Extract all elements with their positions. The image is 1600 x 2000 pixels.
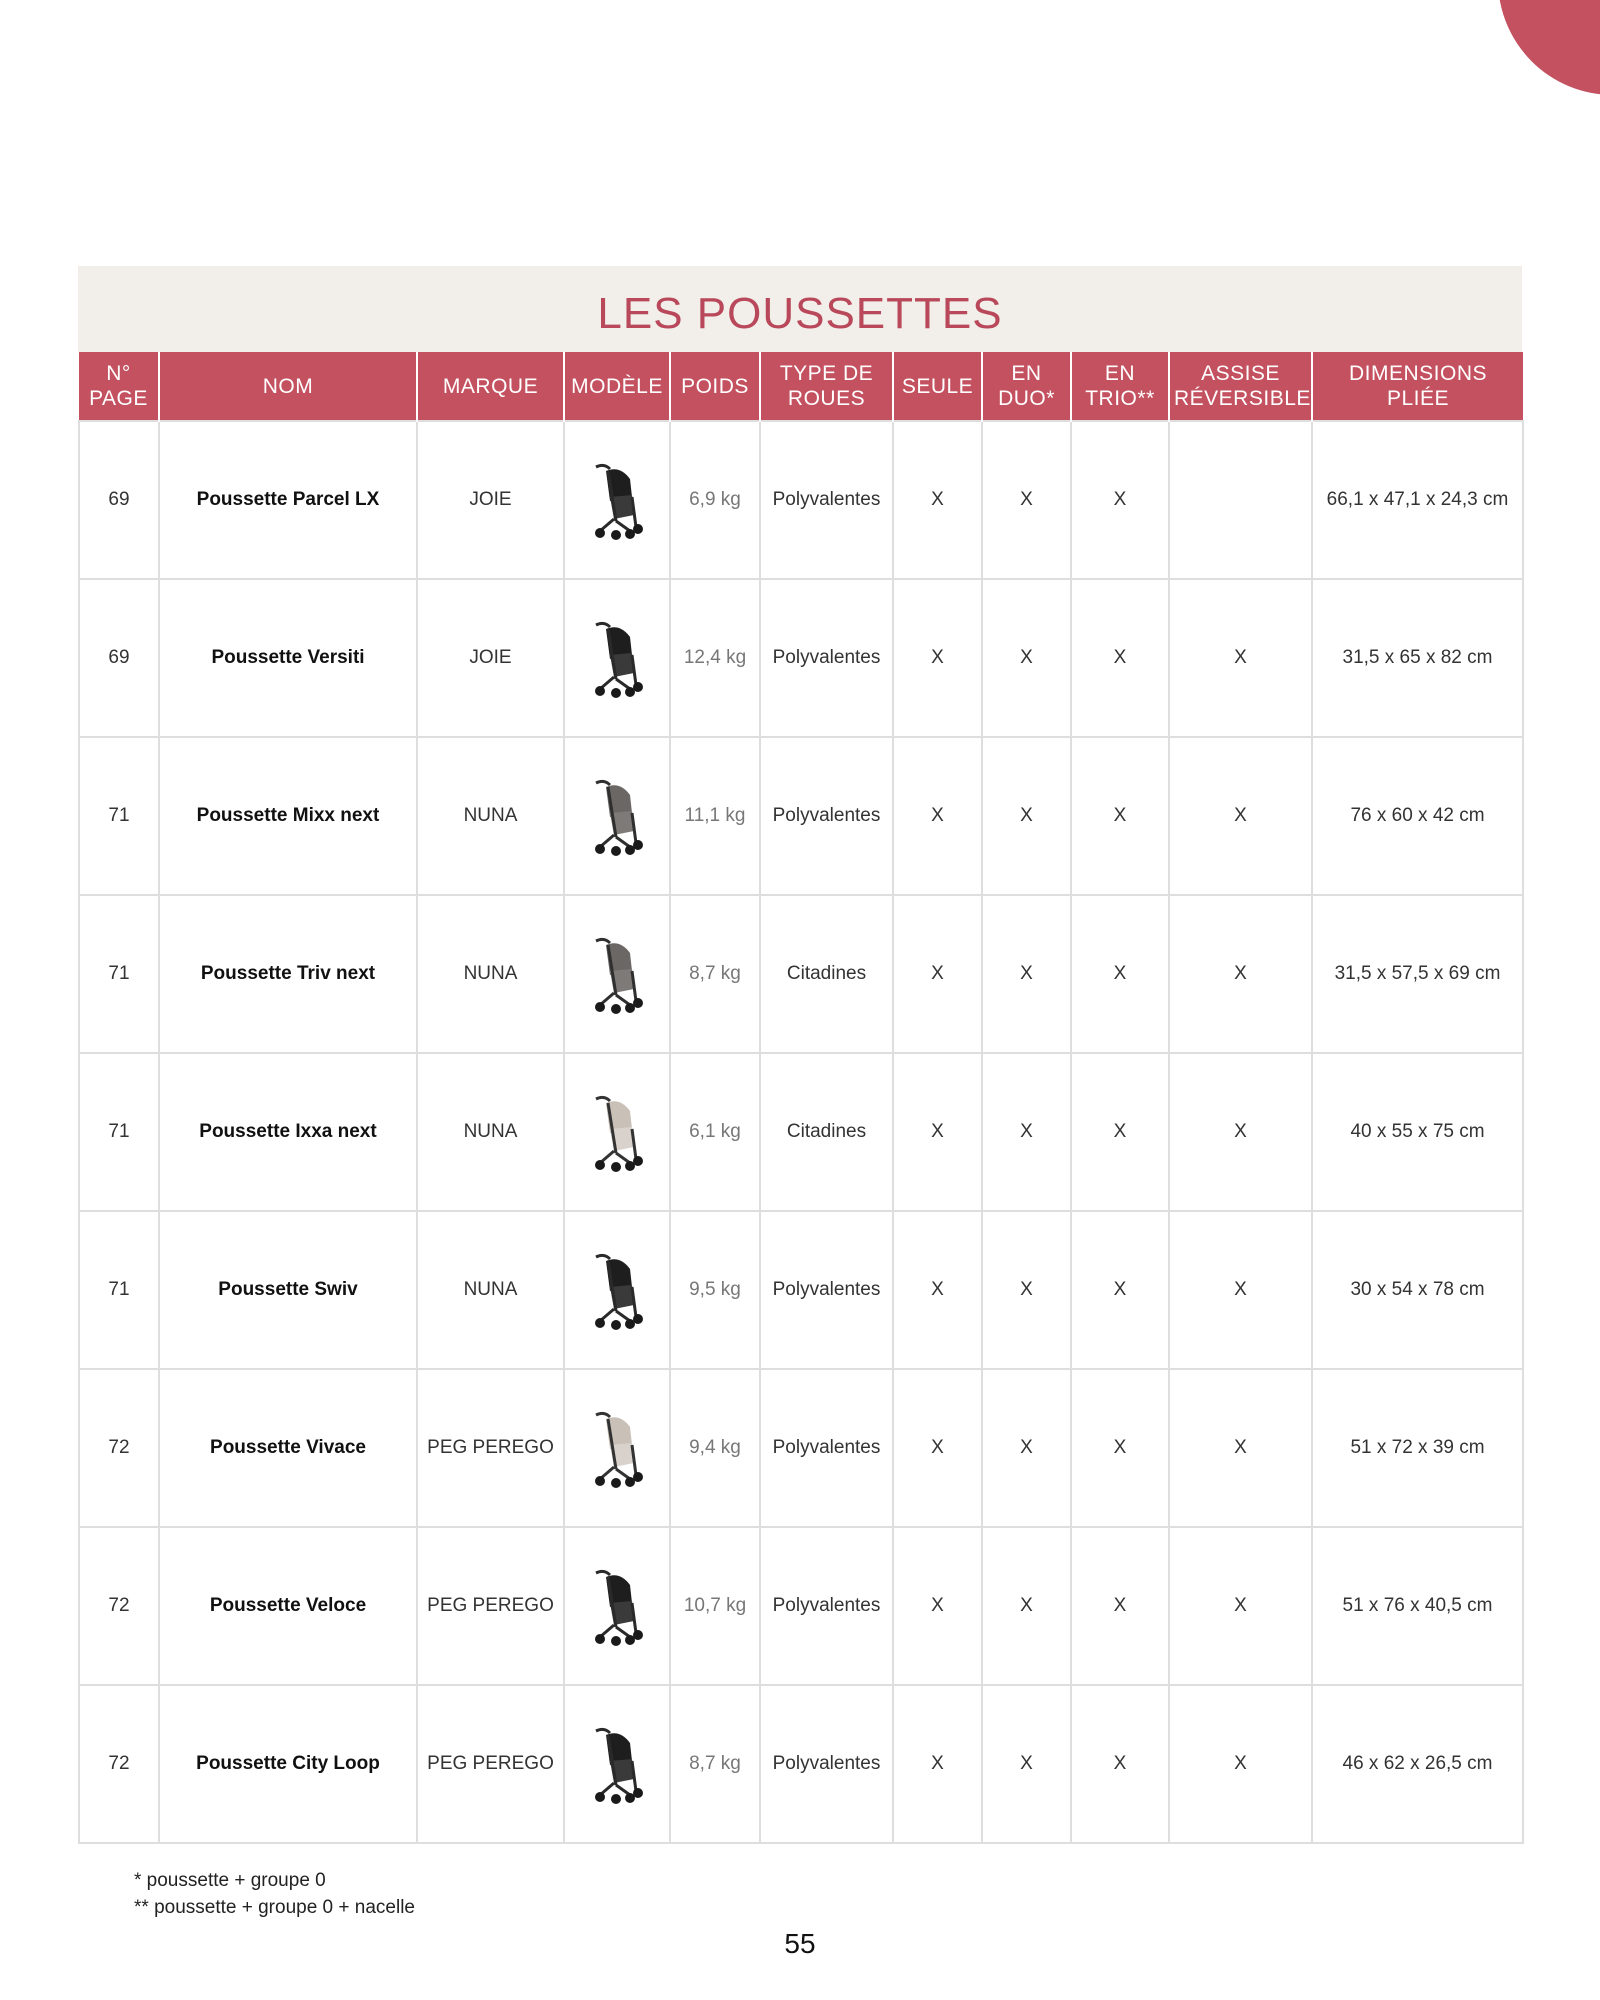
- table-row: [79, 895, 1523, 1053]
- cell-seule: X: [893, 1527, 982, 1685]
- cell-page: 72: [79, 1527, 159, 1685]
- cell-marque: PEG PEREGO: [417, 1685, 564, 1843]
- cell-seule: X: [893, 1369, 982, 1527]
- cell-nom: Poussette Triv next: [159, 895, 417, 1053]
- cell-trio: X: [1071, 737, 1169, 895]
- cell-roues: Citadines: [760, 1053, 893, 1211]
- cell-assise: X: [1169, 1685, 1312, 1843]
- table-row: [79, 1685, 1523, 1843]
- stroller-dark-image: [569, 615, 665, 701]
- cell-dimensions: 51 x 76 x 40,5 cm: [1312, 1527, 1523, 1685]
- decorative-corner-circle: [1498, 0, 1600, 95]
- cell-dimensions: 30 x 54 x 78 cm: [1312, 1211, 1523, 1369]
- cell-duo: X: [982, 1369, 1071, 1527]
- table-row: [79, 421, 1523, 579]
- stroller-light-image: [569, 1405, 665, 1491]
- cell-marque: NUNA: [417, 895, 564, 1053]
- table-title: LES POUSSETTES: [597, 289, 1003, 338]
- cell-trio: X: [1071, 1527, 1169, 1685]
- cell-duo: X: [982, 737, 1071, 895]
- table-row: [79, 579, 1523, 737]
- cell-poids: 6,1 kg: [670, 1053, 760, 1211]
- cell-assise: X: [1169, 1527, 1312, 1685]
- cell-modele: [564, 421, 670, 579]
- cell-dimensions: 31,5 x 65 x 82 cm: [1312, 579, 1523, 737]
- table-row: [79, 1053, 1523, 1211]
- cell-assise: X: [1169, 737, 1312, 895]
- cell-trio: X: [1071, 1211, 1169, 1369]
- cell-marque: PEG PEREGO: [417, 1369, 564, 1527]
- cell-seule: X: [893, 1685, 982, 1843]
- stroller-dark-image: [569, 457, 665, 543]
- cell-roues: Polyvalentes: [760, 1369, 893, 1527]
- cell-nom: Poussette Veloce: [159, 1527, 417, 1685]
- cell-modele: [564, 1685, 670, 1843]
- cell-marque: NUNA: [417, 1211, 564, 1369]
- header-row: [79, 352, 1523, 421]
- table-header: [79, 352, 1523, 421]
- cell-roues: Polyvalentes: [760, 1211, 893, 1369]
- header-assise: ASSISE RÉVERSIBLE: [1169, 352, 1312, 421]
- cell-assise: X: [1169, 1211, 1312, 1369]
- cell-duo: X: [982, 1211, 1071, 1369]
- cell-trio: X: [1071, 895, 1169, 1053]
- header-trio: EN TRIO**: [1071, 352, 1169, 421]
- stroller-dark-image: [569, 1247, 665, 1333]
- cell-marque: JOIE: [417, 421, 564, 579]
- cell-modele: [564, 1527, 670, 1685]
- cell-marque: NUNA: [417, 737, 564, 895]
- cell-modele: [564, 579, 670, 737]
- header-dimensions: DIMENSIONS PLIÉE: [1312, 352, 1523, 421]
- cell-assise: X: [1169, 579, 1312, 737]
- cell-page: 71: [79, 737, 159, 895]
- cell-dimensions: 40 x 55 x 75 cm: [1312, 1053, 1523, 1211]
- cell-nom: Poussette Ixxa next: [159, 1053, 417, 1211]
- cell-seule: X: [893, 1053, 982, 1211]
- cell-poids: 11,1 kg: [670, 737, 760, 895]
- cell-page: 69: [79, 579, 159, 737]
- cell-roues: Polyvalentes: [760, 1527, 893, 1685]
- stroller-dark-image: [569, 1721, 665, 1807]
- cell-seule: X: [893, 737, 982, 895]
- cell-dimensions: 46 x 62 x 26,5 cm: [1312, 1685, 1523, 1843]
- cell-poids: 10,7 kg: [670, 1527, 760, 1685]
- table-row: [79, 1527, 1523, 1685]
- cell-page: 72: [79, 1369, 159, 1527]
- cell-poids: 8,7 kg: [670, 895, 760, 1053]
- cell-assise: X: [1169, 1369, 1312, 1527]
- cell-duo: X: [982, 1527, 1071, 1685]
- stroller-dark-image: [569, 1563, 665, 1649]
- cell-duo: X: [982, 579, 1071, 737]
- cell-roues: Polyvalentes: [760, 421, 893, 579]
- page-number: 55: [784, 1928, 816, 1959]
- cell-roues: Polyvalentes: [760, 579, 893, 737]
- header-page: N° PAGE: [79, 352, 159, 421]
- table-row: [79, 1369, 1523, 1527]
- cell-duo: X: [982, 895, 1071, 1053]
- table-row: [79, 1211, 1523, 1369]
- cell-modele: [564, 1053, 670, 1211]
- cell-nom: Poussette Vivace: [159, 1369, 417, 1527]
- cell-assise: X: [1169, 1053, 1312, 1211]
- footnote-duo: * poussette + groupe 0: [134, 1870, 326, 1891]
- comparison-table: [78, 352, 1524, 1844]
- cell-assise: [1169, 421, 1312, 579]
- stroller-grey-image: [569, 773, 665, 859]
- cell-modele: [564, 895, 670, 1053]
- cell-trio: X: [1071, 1685, 1169, 1843]
- cell-seule: X: [893, 421, 982, 579]
- footnote-trio: ** poussette + groupe 0 + nacelle: [134, 1897, 415, 1918]
- cell-trio: X: [1071, 579, 1169, 737]
- header-duo: EN DUO*: [982, 352, 1071, 421]
- footnotes: [134, 1867, 415, 1921]
- cell-seule: X: [893, 579, 982, 737]
- cell-page: 72: [79, 1685, 159, 1843]
- cell-duo: X: [982, 421, 1071, 579]
- header-poids: POIDS: [670, 352, 760, 421]
- cell-dimensions: 76 x 60 x 42 cm: [1312, 737, 1523, 895]
- cell-poids: 12,4 kg: [670, 579, 760, 737]
- cell-roues: Citadines: [760, 895, 893, 1053]
- cell-poids: 6,9 kg: [670, 421, 760, 579]
- cell-nom: Poussette Parcel LX: [159, 421, 417, 579]
- stroller-grey-image: [569, 931, 665, 1017]
- cell-seule: X: [893, 1211, 982, 1369]
- cell-assise: X: [1169, 895, 1312, 1053]
- cell-nom: Poussette City Loop: [159, 1685, 417, 1843]
- cell-duo: X: [982, 1053, 1071, 1211]
- cell-dimensions: 31,5 x 57,5 x 69 cm: [1312, 895, 1523, 1053]
- cell-nom: Poussette Versiti: [159, 579, 417, 737]
- cell-nom: Poussette Swiv: [159, 1211, 417, 1369]
- cell-poids: 8,7 kg: [670, 1685, 760, 1843]
- cell-roues: Polyvalentes: [760, 1685, 893, 1843]
- cell-duo: X: [982, 1685, 1071, 1843]
- cell-marque: NUNA: [417, 1053, 564, 1211]
- cell-marque: PEG PEREGO: [417, 1527, 564, 1685]
- cell-dimensions: 66,1 x 47,1 x 24,3 cm: [1312, 421, 1523, 579]
- strollers-comparison-table: [78, 266, 1522, 1844]
- header-modele: MODÈLE: [564, 352, 670, 421]
- cell-poids: 9,4 kg: [670, 1369, 760, 1527]
- stroller-light-image: [569, 1089, 665, 1175]
- cell-page: 69: [79, 421, 159, 579]
- header-roues: TYPE DE ROUES: [760, 352, 893, 421]
- table-body: [79, 421, 1523, 1843]
- cell-trio: X: [1071, 1369, 1169, 1527]
- header-nom: NOM: [159, 352, 417, 421]
- cell-page: 71: [79, 895, 159, 1053]
- cell-seule: X: [893, 895, 982, 1053]
- cell-modele: [564, 737, 670, 895]
- cell-page: 71: [79, 1211, 159, 1369]
- cell-roues: Polyvalentes: [760, 737, 893, 895]
- cell-marque: JOIE: [417, 579, 564, 737]
- header-seule: SEULE: [893, 352, 982, 421]
- cell-trio: X: [1071, 1053, 1169, 1211]
- table-title-bar: [78, 266, 1522, 352]
- cell-page: 71: [79, 1053, 159, 1211]
- cell-trio: X: [1071, 421, 1169, 579]
- cell-nom: Poussette Mixx next: [159, 737, 417, 895]
- cell-dimensions: 51 x 72 x 39 cm: [1312, 1369, 1523, 1527]
- cell-modele: [564, 1369, 670, 1527]
- table-row: [79, 737, 1523, 895]
- cell-poids: 9,5 kg: [670, 1211, 760, 1369]
- header-marque: MARQUE: [417, 352, 564, 421]
- cell-modele: [564, 1211, 670, 1369]
